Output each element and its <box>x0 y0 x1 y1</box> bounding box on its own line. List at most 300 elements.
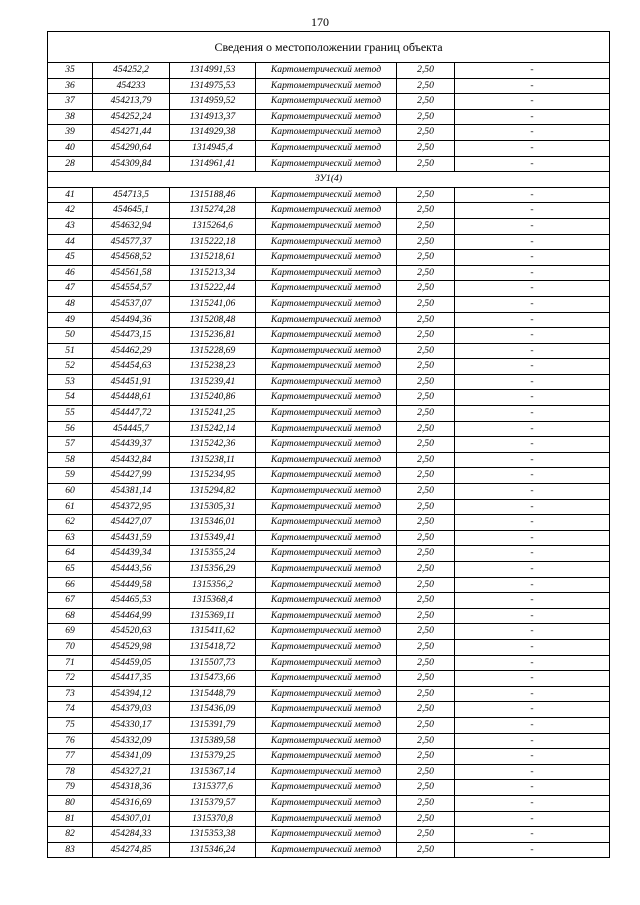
accuracy-cell: 2,50 <box>397 156 455 172</box>
method-cell: Картометрический метод <box>256 749 397 765</box>
table-row <box>48 218 610 234</box>
method-cell: Картометрический метод <box>256 780 397 796</box>
coord-y-cell: 1315379,25 <box>170 749 256 765</box>
coord-y-cell: 1315234,95 <box>170 468 256 484</box>
method-cell: Картометрический метод <box>256 374 397 390</box>
point-number-cell: 65 <box>48 562 93 578</box>
coord-x-cell: 454451,91 <box>93 374 170 390</box>
coord-x-cell: 454432,84 <box>93 452 170 468</box>
coord-x-cell: 454290,64 <box>93 140 170 156</box>
accuracy-cell: 2,50 <box>397 359 455 375</box>
table-row <box>48 421 610 437</box>
coord-y-cell: 1315239,41 <box>170 374 256 390</box>
note-cell: - <box>455 530 610 546</box>
note-cell: - <box>455 296 610 312</box>
method-cell: Картометрический метод <box>256 515 397 531</box>
point-number-cell: 70 <box>48 639 93 655</box>
coord-x-cell: 454327,21 <box>93 764 170 780</box>
method-cell: Картометрический метод <box>256 686 397 702</box>
note-cell: - <box>455 577 610 593</box>
table-row <box>48 390 610 406</box>
method-cell: Картометрический метод <box>256 639 397 655</box>
accuracy-cell: 2,50 <box>397 234 455 250</box>
point-number-cell: 63 <box>48 530 93 546</box>
coord-y-cell: 1314929,38 <box>170 125 256 141</box>
coord-y-cell: 1315356,29 <box>170 562 256 578</box>
method-cell: Картометрический метод <box>256 63 397 79</box>
table-row <box>48 203 610 219</box>
accuracy-cell: 2,50 <box>397 749 455 765</box>
accuracy-cell: 2,50 <box>397 94 455 110</box>
note-cell: - <box>455 655 610 671</box>
accuracy-cell: 2,50 <box>397 499 455 515</box>
point-number-cell: 40 <box>48 140 93 156</box>
coord-x-cell: 454464,99 <box>93 608 170 624</box>
method-cell: Картометрический метод <box>256 546 397 562</box>
coord-x-cell: 454439,34 <box>93 546 170 562</box>
accuracy-cell: 2,50 <box>397 546 455 562</box>
coord-x-cell: 454271,44 <box>93 125 170 141</box>
table-row <box>48 686 610 702</box>
note-cell: - <box>455 608 610 624</box>
point-number-cell: 81 <box>48 811 93 827</box>
method-cell: Картометрический метод <box>256 437 397 453</box>
coord-y-cell: 1315346,01 <box>170 515 256 531</box>
method-cell: Картометрический метод <box>256 702 397 718</box>
note-cell: - <box>455 218 610 234</box>
point-number-cell: 71 <box>48 655 93 671</box>
table-row <box>48 312 610 328</box>
note-cell: - <box>455 281 610 297</box>
method-cell: Картометрический метод <box>256 577 397 593</box>
note-cell: - <box>455 359 610 375</box>
page-number: 170 <box>311 15 329 29</box>
coord-y-cell: 1315436,09 <box>170 702 256 718</box>
coord-x-cell: 454494,36 <box>93 312 170 328</box>
note-cell: - <box>455 312 610 328</box>
point-number-cell: 28 <box>48 156 93 172</box>
accuracy-cell: 2,50 <box>397 530 455 546</box>
coord-y-cell: 1315238,23 <box>170 359 256 375</box>
coord-x-cell: 454561,58 <box>93 265 170 281</box>
accuracy-cell: 2,50 <box>397 406 455 422</box>
method-cell: Картометрический метод <box>256 795 397 811</box>
point-number-cell: 73 <box>48 686 93 702</box>
point-number-cell: 48 <box>48 296 93 312</box>
method-cell: Картометрический метод <box>256 499 397 515</box>
table-row <box>48 156 610 172</box>
accuracy-cell: 2,50 <box>397 686 455 702</box>
accuracy-cell: 2,50 <box>397 780 455 796</box>
note-cell: - <box>455 468 610 484</box>
point-number-cell: 35 <box>48 63 93 79</box>
point-number-cell: 45 <box>48 250 93 266</box>
note-cell: - <box>455 624 610 640</box>
table-row <box>48 733 610 749</box>
coord-x-cell: 454332,09 <box>93 733 170 749</box>
note-cell: - <box>455 484 610 500</box>
coord-x-cell: 454341,09 <box>93 749 170 765</box>
accuracy-cell: 2,50 <box>397 78 455 94</box>
accuracy-cell: 2,50 <box>397 296 455 312</box>
method-cell: Картометрический метод <box>256 406 397 422</box>
method-cell: Картометрический метод <box>256 250 397 266</box>
point-number-cell: 36 <box>48 78 93 94</box>
coord-y-cell: 1315418,72 <box>170 639 256 655</box>
method-cell: Картометрический метод <box>256 842 397 858</box>
note-cell: - <box>455 328 610 344</box>
point-number-cell: 74 <box>48 702 93 718</box>
coord-x-cell: 454462,29 <box>93 343 170 359</box>
accuracy-cell: 2,50 <box>397 639 455 655</box>
accuracy-cell: 2,50 <box>397 250 455 266</box>
note-cell: - <box>455 109 610 125</box>
accuracy-cell: 2,50 <box>397 203 455 219</box>
coord-y-cell: 1315349,41 <box>170 530 256 546</box>
table-title: Сведения о местоположении границ объекта <box>48 32 610 63</box>
coord-x-cell: 454309,84 <box>93 156 170 172</box>
coord-x-cell: 454645,1 <box>93 203 170 219</box>
accuracy-cell: 2,50 <box>397 842 455 858</box>
table-row <box>48 811 610 827</box>
point-number-cell: 37 <box>48 94 93 110</box>
note-cell: - <box>455 390 610 406</box>
point-number-cell: 56 <box>48 421 93 437</box>
accuracy-cell: 2,50 <box>397 63 455 79</box>
coord-y-cell: 1314961,41 <box>170 156 256 172</box>
coord-x-cell: 454252,2 <box>93 63 170 79</box>
accuracy-cell: 2,50 <box>397 421 455 437</box>
table-row <box>48 281 610 297</box>
table-row <box>48 250 610 266</box>
method-cell: Картометрический метод <box>256 468 397 484</box>
coord-y-cell: 1315353,38 <box>170 827 256 843</box>
accuracy-cell: 2,50 <box>397 795 455 811</box>
accuracy-cell: 2,50 <box>397 437 455 453</box>
table-row <box>48 265 610 281</box>
coord-y-cell: 1315368,4 <box>170 593 256 609</box>
note-cell: - <box>455 406 610 422</box>
note-cell: - <box>455 811 610 827</box>
note-cell: - <box>455 63 610 79</box>
method-cell: Картометрический метод <box>256 655 397 671</box>
method-cell: Картометрический метод <box>256 296 397 312</box>
table-row <box>48 140 610 156</box>
coord-x-cell: 454473,15 <box>93 328 170 344</box>
method-cell: Картометрический метод <box>256 562 397 578</box>
point-number-cell: 51 <box>48 343 93 359</box>
point-number-cell: 64 <box>48 546 93 562</box>
section-label: ЗУ1(4) <box>48 172 610 188</box>
note-cell: - <box>455 234 610 250</box>
coord-y-cell: 1315240,86 <box>170 390 256 406</box>
method-cell: Картометрический метод <box>256 281 397 297</box>
point-number-cell: 78 <box>48 764 93 780</box>
coord-x-cell: 454449,58 <box>93 577 170 593</box>
table-row <box>48 546 610 562</box>
table-row <box>48 468 610 484</box>
accuracy-cell: 2,50 <box>397 328 455 344</box>
coord-x-cell: 454447,72 <box>93 406 170 422</box>
table-row <box>48 109 610 125</box>
table-row <box>48 780 610 796</box>
table-row <box>48 359 610 375</box>
coord-x-cell: 454459,05 <box>93 655 170 671</box>
coord-x-cell: 454448,61 <box>93 390 170 406</box>
method-cell: Картометрический метод <box>256 608 397 624</box>
note-cell: - <box>455 639 610 655</box>
accuracy-cell: 2,50 <box>397 593 455 609</box>
method-cell: Картометрический метод <box>256 764 397 780</box>
table-row <box>48 749 610 765</box>
table-row <box>48 593 610 609</box>
table-row <box>48 343 610 359</box>
coord-x-cell: 454520,63 <box>93 624 170 640</box>
method-cell: Картометрический метод <box>256 109 397 125</box>
table-row <box>48 374 610 390</box>
coord-x-cell: 454252,24 <box>93 109 170 125</box>
note-cell: - <box>455 546 610 562</box>
coord-x-cell: 454431,59 <box>93 530 170 546</box>
coord-y-cell: 1315236,81 <box>170 328 256 344</box>
coord-y-cell: 1315305,31 <box>170 499 256 515</box>
note-cell: - <box>455 842 610 858</box>
coord-x-cell: 454330,17 <box>93 717 170 733</box>
coord-y-cell: 1315213,34 <box>170 265 256 281</box>
method-cell: Картометрический метод <box>256 140 397 156</box>
accuracy-cell: 2,50 <box>397 515 455 531</box>
accuracy-cell: 2,50 <box>397 671 455 687</box>
point-number-cell: 62 <box>48 515 93 531</box>
coord-y-cell: 1315369,11 <box>170 608 256 624</box>
table-row <box>48 125 610 141</box>
accuracy-cell: 2,50 <box>397 827 455 843</box>
coord-y-cell: 1315356,2 <box>170 577 256 593</box>
method-cell: Картометрический метод <box>256 156 397 172</box>
note-cell: - <box>455 421 610 437</box>
coord-y-cell: 1314975,53 <box>170 78 256 94</box>
table-row <box>48 515 610 531</box>
note-cell: - <box>455 437 610 453</box>
point-number-cell: 59 <box>48 468 93 484</box>
coord-x-cell: 454307,01 <box>93 811 170 827</box>
point-number-cell: 75 <box>48 717 93 733</box>
coord-y-cell: 1315507,73 <box>170 655 256 671</box>
note-cell: - <box>455 562 610 578</box>
coord-x-cell: 454554,57 <box>93 281 170 297</box>
section-row <box>48 172 610 188</box>
coord-y-cell: 1315222,18 <box>170 234 256 250</box>
coord-x-cell: 454213,79 <box>93 94 170 110</box>
note-cell: - <box>455 827 610 843</box>
method-cell: Картометрический метод <box>256 484 397 500</box>
coord-y-cell: 1315241,06 <box>170 296 256 312</box>
method-cell: Картометрический метод <box>256 671 397 687</box>
coord-x-cell: 454316,69 <box>93 795 170 811</box>
accuracy-cell: 2,50 <box>397 109 455 125</box>
coord-y-cell: 1315370,8 <box>170 811 256 827</box>
accuracy-cell: 2,50 <box>397 187 455 203</box>
method-cell: Картометрический метод <box>256 312 397 328</box>
point-number-cell: 54 <box>48 390 93 406</box>
accuracy-cell: 2,50 <box>397 733 455 749</box>
table-row <box>48 437 610 453</box>
coord-y-cell: 1315411,62 <box>170 624 256 640</box>
method-cell: Картометрический метод <box>256 234 397 250</box>
method-cell: Картометрический метод <box>256 328 397 344</box>
coord-x-cell: 454379,03 <box>93 702 170 718</box>
accuracy-cell: 2,50 <box>397 390 455 406</box>
coord-y-cell: 1315355,24 <box>170 546 256 562</box>
table-row <box>48 764 610 780</box>
table-row <box>48 452 610 468</box>
coord-y-cell: 1314959,52 <box>170 94 256 110</box>
table-row <box>48 608 610 624</box>
point-number-cell: 72 <box>48 671 93 687</box>
accuracy-cell: 2,50 <box>397 655 455 671</box>
note-cell: - <box>455 671 610 687</box>
coord-y-cell: 1314945,4 <box>170 140 256 156</box>
method-cell: Картометрический метод <box>256 593 397 609</box>
table-row <box>48 562 610 578</box>
table-row <box>48 624 610 640</box>
point-number-cell: 76 <box>48 733 93 749</box>
point-number-cell: 69 <box>48 624 93 640</box>
point-number-cell: 47 <box>48 281 93 297</box>
coord-y-cell: 1315274,28 <box>170 203 256 219</box>
point-number-cell: 41 <box>48 187 93 203</box>
coord-y-cell: 1315367,14 <box>170 764 256 780</box>
accuracy-cell: 2,50 <box>397 374 455 390</box>
point-number-cell: 53 <box>48 374 93 390</box>
coord-y-cell: 1315228,69 <box>170 343 256 359</box>
note-cell: - <box>455 686 610 702</box>
note-cell: - <box>455 78 610 94</box>
point-number-cell: 44 <box>48 234 93 250</box>
accuracy-cell: 2,50 <box>397 343 455 359</box>
coord-y-cell: 1315389,58 <box>170 733 256 749</box>
method-cell: Картометрический метод <box>256 717 397 733</box>
method-cell: Картометрический метод <box>256 624 397 640</box>
note-cell: - <box>455 140 610 156</box>
coord-x-cell: 454427,07 <box>93 515 170 531</box>
coord-y-cell: 1315264,6 <box>170 218 256 234</box>
point-number-cell: 79 <box>48 780 93 796</box>
point-number-cell: 67 <box>48 593 93 609</box>
coord-y-cell: 1315222,44 <box>170 281 256 297</box>
coord-x-cell: 454568,52 <box>93 250 170 266</box>
table-row <box>48 702 610 718</box>
accuracy-cell: 2,50 <box>397 562 455 578</box>
table-row <box>48 484 610 500</box>
method-cell: Картометрический метод <box>256 811 397 827</box>
method-cell: Картометрический метод <box>256 421 397 437</box>
coord-x-cell: 454381,14 <box>93 484 170 500</box>
table-row <box>48 94 610 110</box>
coord-y-cell: 1315294,82 <box>170 484 256 500</box>
accuracy-cell: 2,50 <box>397 452 455 468</box>
table-row <box>48 671 610 687</box>
coord-y-cell: 1315448,79 <box>170 686 256 702</box>
method-cell: Картометрический метод <box>256 359 397 375</box>
note-cell: - <box>455 343 610 359</box>
coord-y-cell: 1315238,11 <box>170 452 256 468</box>
table-row <box>48 639 610 655</box>
point-number-cell: 68 <box>48 608 93 624</box>
accuracy-cell: 2,50 <box>397 608 455 624</box>
note-cell: - <box>455 593 610 609</box>
point-number-cell: 80 <box>48 795 93 811</box>
note-cell: - <box>455 780 610 796</box>
note-cell: - <box>455 156 610 172</box>
note-cell: - <box>455 203 610 219</box>
point-number-cell: 83 <box>48 842 93 858</box>
note-cell: - <box>455 749 610 765</box>
table-row <box>48 530 610 546</box>
note-cell: - <box>455 187 610 203</box>
coord-x-cell: 454417,35 <box>93 671 170 687</box>
accuracy-cell: 2,50 <box>397 702 455 718</box>
method-cell: Картометрический метод <box>256 390 397 406</box>
coord-y-cell: 1315208,48 <box>170 312 256 328</box>
coord-y-cell: 1315242,36 <box>170 437 256 453</box>
accuracy-cell: 2,50 <box>397 218 455 234</box>
note-cell: - <box>455 125 610 141</box>
table-row <box>48 187 610 203</box>
point-number-cell: 49 <box>48 312 93 328</box>
table-row <box>48 827 610 843</box>
method-cell: Картометрический метод <box>256 733 397 749</box>
point-number-cell: 50 <box>48 328 93 344</box>
point-number-cell: 77 <box>48 749 93 765</box>
point-number-cell: 61 <box>48 499 93 515</box>
note-cell: - <box>455 795 610 811</box>
coord-x-cell: 454274,85 <box>93 842 170 858</box>
table-row <box>48 499 610 515</box>
coord-x-cell: 454427,99 <box>93 468 170 484</box>
point-number-cell: 66 <box>48 577 93 593</box>
coord-x-cell: 454713,5 <box>93 187 170 203</box>
point-number-cell: 43 <box>48 218 93 234</box>
note-cell: - <box>455 733 610 749</box>
accuracy-cell: 2,50 <box>397 624 455 640</box>
method-cell: Картометрический метод <box>256 265 397 281</box>
coord-x-cell: 454529,98 <box>93 639 170 655</box>
method-cell: Картометрический метод <box>256 187 397 203</box>
accuracy-cell: 2,50 <box>397 577 455 593</box>
accuracy-cell: 2,50 <box>397 312 455 328</box>
coord-x-cell: 454233 <box>93 78 170 94</box>
coord-y-cell: 1314913,37 <box>170 109 256 125</box>
method-cell: Картометрический метод <box>256 78 397 94</box>
accuracy-cell: 2,50 <box>397 281 455 297</box>
coord-x-cell: 454439,37 <box>93 437 170 453</box>
coord-y-cell: 1315346,24 <box>170 842 256 858</box>
point-number-cell: 58 <box>48 452 93 468</box>
boundary-coordinates-table <box>47 31 610 858</box>
point-number-cell: 39 <box>48 125 93 141</box>
coord-x-cell: 454394,12 <box>93 686 170 702</box>
table-row <box>48 78 610 94</box>
table-row <box>48 406 610 422</box>
note-cell: - <box>455 250 610 266</box>
accuracy-cell: 2,50 <box>397 811 455 827</box>
note-cell: - <box>455 499 610 515</box>
coord-y-cell: 1315473,66 <box>170 671 256 687</box>
coord-x-cell: 454577,37 <box>93 234 170 250</box>
accuracy-cell: 2,50 <box>397 140 455 156</box>
note-cell: - <box>455 717 610 733</box>
